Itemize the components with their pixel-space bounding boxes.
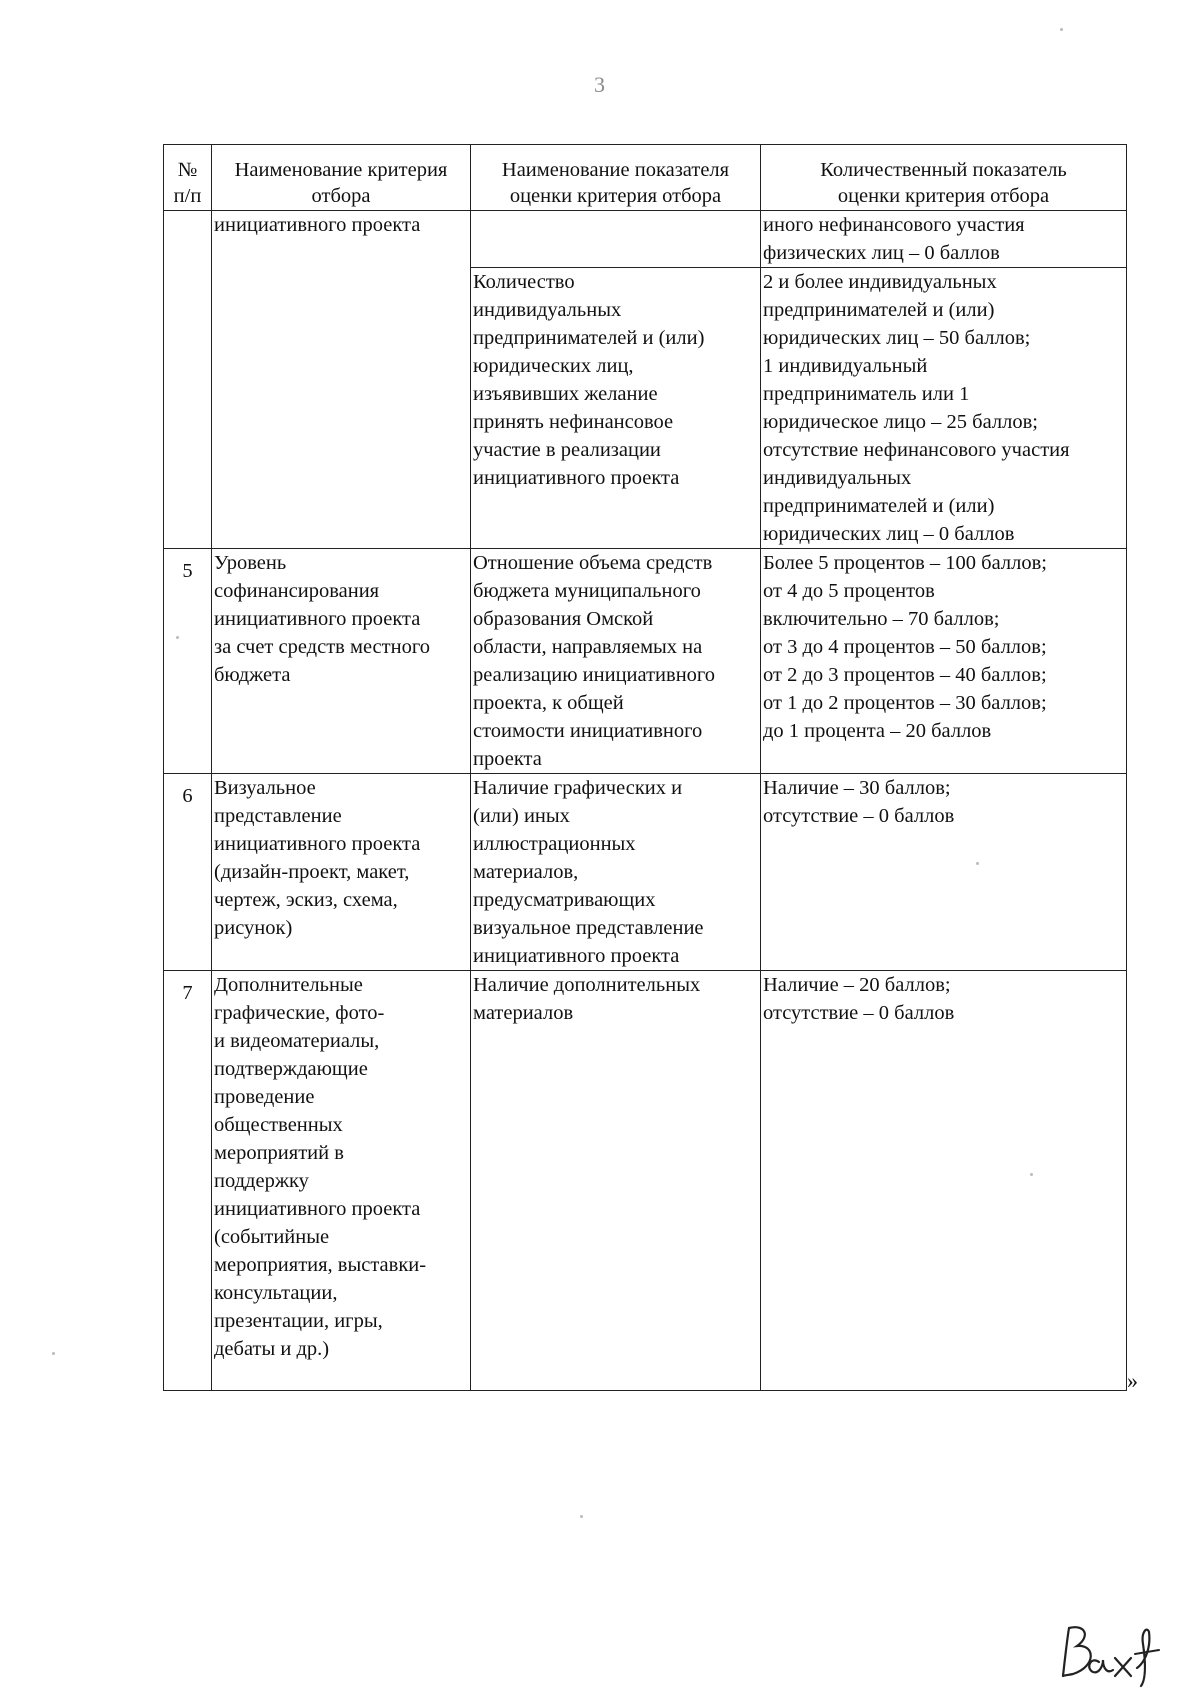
- handwritten-signature: [1055, 1618, 1165, 1693]
- scan-speck: [1060, 28, 1063, 31]
- header-indicator: Наименование показателя оценки критерия отбора: [471, 145, 761, 211]
- cell-criterion: Визуальное представление инициативного проекта (дизайн-проект, макет, чертеж, эскиз, схема, рисунок): [212, 774, 471, 971]
- cell-indicator: Наличие дополнительных материалов: [471, 971, 761, 1391]
- page-number: 3: [594, 72, 606, 97]
- table-row: [164, 774, 1127, 971]
- scan-speck: [176, 636, 179, 639]
- criteria-table: [163, 144, 1127, 1391]
- scan-speck: [52, 1352, 55, 1355]
- cell-value: Наличие – 20 баллов; отсутствие – 0 баллов: [761, 971, 1127, 1391]
- cell-criterion: инициативного проекта: [212, 211, 471, 549]
- header-criterion: Наименование критерия отбора: [212, 145, 471, 211]
- cell-value: Более 5 процентов – 100 баллов; от 4 до 5 процентов включительно – 70 баллов; от 3 до 4 процентов – 50 баллов; от 2 до 3 процентов – 40 баллов; от 1 до 2 процентов – 30 баллов; до 1 процента – 20 баллов: [761, 549, 1127, 774]
- cell-number: 7: [164, 971, 212, 1391]
- header-number: № п/п: [164, 145, 212, 211]
- table-row: [164, 211, 1127, 268]
- cell-indicator: Наличие графических и (или) иных иллюстрационных материалов, предусматривающих визуальное представление инициативного проекта: [471, 774, 761, 971]
- table-header-row: [164, 145, 1127, 211]
- cell-number: 6: [164, 774, 212, 971]
- cell-value: Наличие – 30 баллов; отсутствие – 0 баллов: [761, 774, 1127, 971]
- cell-number: [164, 211, 212, 549]
- cell-number: 5: [164, 549, 212, 774]
- closing-quote-mark: »: [1127, 1368, 1138, 1393]
- cell-criterion: Уровень софинансирования инициативного проекта за счет средств местного бюджета: [212, 549, 471, 774]
- cell-indicator: Отношение объема средств бюджета муниципального образования Омской области, направляемых на реализацию инициативного проекта, к общей стоимости инициативного проекта: [471, 549, 761, 774]
- header-value: Количественный показатель оценки критерия отбора: [761, 145, 1127, 211]
- cell-indicator: [471, 211, 761, 268]
- cell-value: иного нефинансового участия физических лиц – 0 баллов: [761, 211, 1127, 268]
- scan-speck: [580, 1515, 583, 1518]
- scan-speck: [1030, 1173, 1033, 1176]
- scan-speck: [976, 862, 979, 865]
- cell-value: 2 и более индивидуальных предпринимателей и (или) юридических лиц – 50 баллов; 1 индивидуальный предприниматель или 1 юридическое лицо – 25 баллов; отсутствие нефинансового участия индивидуальных предпринимателей и (или) юридических лиц – 0 баллов: [761, 268, 1127, 549]
- cell-criterion: Дополнительные графические, фото- и видеоматериалы, подтверждающие проведение общественных мероприятий в поддержку инициативного проекта (событийные мероприятия, выставки- консультации, презентации, игры, дебаты и др.): [212, 971, 471, 1391]
- cell-indicator: Количество индивидуальных предпринимателей и (или) юридических лиц, изъявивших желание принять нефинансовое участие в реализации инициативного проекта: [471, 268, 761, 549]
- table-row: [164, 549, 1127, 774]
- table-row: [164, 971, 1127, 1391]
